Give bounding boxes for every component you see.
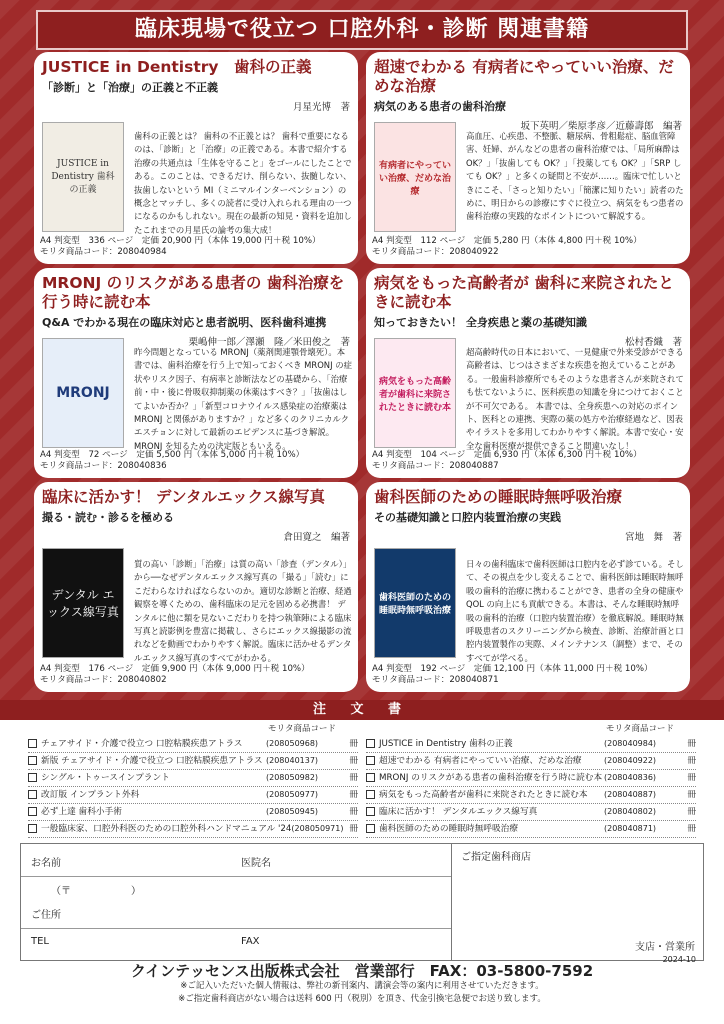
order-item-unit: 冊 xyxy=(349,790,358,800)
order-row[interactable] xyxy=(366,787,696,804)
order-checkbox[interactable] xyxy=(366,807,375,816)
book-description: 日々の歯科臨床で歯科医師は口腔内を必ず診ている。そして、その視点を少し変えることで、歯科医師は睡眠時無呼吸の歯科的治療に携わることができ、患者の全身の健康や QOL の向上にも貢献できる。本書は、そんな睡眠時無呼吸の歯科的治療（口腔内装置治療）を徹底解説。睡眠時無呼吸患者のスクリーニングから検査、診断、治療計画と口腔内装置製作の実際、メインテナンス（調整）まで、そのすべてが学べる。 xyxy=(466,559,684,663)
book-spec: A4 判変型 192 ページ 定価 12,100 円（本体 11,000 円＋税 10%） xyxy=(372,664,653,674)
code-header-right: モリタ商品コード xyxy=(606,724,675,734)
notes xyxy=(0,980,724,1006)
book-description: 歯科の正義とは？ 歯科の不正義とは？ 歯科で重要になるのは、「診断」と「治療」の正義である。本書で紹介する治療の共通点は「生体を守ること」をゴールにしたことである。このことは、できるだけ、削らない、抜髄しない、抜歯しないという MI（ミニマルインターベンション）の概念とマッチし、多くの読者に受け入れられる理由の一つになるのかもしれない。現在の最新の知見・資料を追加したこれまでの月星氏の論考の集大成！ xyxy=(134,131,352,235)
address-label: ご住所 xyxy=(31,910,61,921)
book-cover xyxy=(42,338,124,448)
order-item-code: (208040137) xyxy=(266,756,319,765)
order-item-name: 必ず上達 歯科小手術 xyxy=(41,807,122,817)
book-card-5 xyxy=(34,482,358,692)
cover-text: 病気をもった高齢者が歯科に来院されたときに読む本 xyxy=(379,376,452,413)
name-label: お名前 xyxy=(31,858,61,869)
book-subtitle: 撮る・読む・診るを極める xyxy=(42,511,174,524)
order-row[interactable] xyxy=(366,804,696,821)
order-row[interactable] xyxy=(28,787,358,804)
order-item-code: (208050977) xyxy=(266,790,319,799)
order-item-unit: 冊 xyxy=(349,807,358,817)
book-meta xyxy=(372,236,642,258)
order-item-code: (208050945) xyxy=(266,807,319,816)
order-row[interactable] xyxy=(28,804,358,821)
order-item-code: (208040802) xyxy=(604,807,657,816)
note-shipping: ※ご指定歯科商店がない場合は送料 600 円（税別）を頂き、代金引換宅急便でお送り致します。 xyxy=(178,994,546,1004)
book-meta xyxy=(372,450,642,472)
book-spec: A4 判変型 336 ページ 定価 20,900 円（本体 19,000 円＋税 10%） xyxy=(40,236,321,246)
book-meta xyxy=(372,664,653,686)
order-item-unit: 冊 xyxy=(349,824,358,834)
book-title: 超速でわかる 有病者にやっていい治療、だめな治療 xyxy=(374,58,674,95)
book-code: モリタ商品コード：208040887 xyxy=(372,461,499,471)
book-author: 松村香織 著 xyxy=(624,337,682,348)
book-card-3 xyxy=(34,268,358,478)
book-meta xyxy=(40,236,321,258)
book-code: モリタ商品コード：208040871 xyxy=(372,675,499,685)
order-checkbox[interactable] xyxy=(28,790,37,799)
order-row[interactable] xyxy=(28,770,358,787)
order-checkbox[interactable] xyxy=(28,739,37,748)
book-code: モリタ商品コード：208040836 xyxy=(40,461,167,471)
order-item-code: (208040887) xyxy=(604,790,657,799)
order-checkbox[interactable] xyxy=(366,790,375,799)
order-row[interactable] xyxy=(28,821,358,838)
order-checkbox[interactable] xyxy=(28,824,37,833)
book-spec: A4 判変型 72 ページ 定価 5,500 円（本体 5,000 円＋税 10%） xyxy=(40,450,305,460)
cover-text: JUSTICE in Dentistry 歯科の正義 xyxy=(51,159,115,195)
book-description: 超高齢時代の日本において、一見健康で外来受診ができる高齢者は、じつはさまざまな疾患を抱えていることがある。一般歯科診療所でもそのような患者さんが来院されても怯てないように、医科疾患の知識を身につけておくことが不可欠である。 本書では、全身疾患への対応のポイント、医科との連携、実際の薬の処方や治療経過など、図表やイラストを多用してわかりやすく解説。本書で安心・安全な歯科医療が提供できること間違いなし！ xyxy=(466,347,684,451)
dealer-label: ご指定歯科商店 xyxy=(461,852,531,863)
book-description: 昨今問題となっている MRONJ（薬剤関連顎骨壊死）。本書では、歯科治療を行う上で知っておくべき MRONJ の症状やリスク因子、有病率と診断法などの基礎から、「治療前・中・後に骨吸収抑制薬の休薬はすべき？」「抜歯はしてよいか否か？」「新型コロナウイルス感染症の治療薬は MRONJ と関係がありますか？」など多くのクリニカルクエスチョンに対して最新のエビデンスに基づき解説。MRONJ を知るための決定版ともいえる。 xyxy=(134,347,352,451)
book-card-6 xyxy=(366,482,690,692)
book-subtitle: 病気のある患者の歯科治療 xyxy=(374,100,506,113)
order-item-name: シングル・トゥースインプラント xyxy=(41,773,170,783)
customer-form xyxy=(20,843,704,961)
postal-field[interactable]: （〒 ） xyxy=(51,886,141,897)
book-author: 宮地 舞 著 xyxy=(624,532,682,543)
order-item-unit: 冊 xyxy=(349,739,358,749)
branch-label: 支店・営業所 xyxy=(635,942,695,953)
book-title: 歯科医師のための睡眠時無呼吸治療 xyxy=(374,488,623,506)
book-cover xyxy=(374,338,456,448)
order-item-name: チェアサイド・介護で役立つ 口腔粘膜疾患アトラス xyxy=(41,739,243,749)
order-item-unit: 冊 xyxy=(687,756,696,766)
order-item-code: (208040922) xyxy=(604,756,657,765)
order-item-unit: 冊 xyxy=(687,739,696,749)
order-checkbox[interactable] xyxy=(28,773,37,782)
order-form-title: 注 文 書 xyxy=(0,700,724,720)
book-card-4 xyxy=(366,268,690,478)
order-item-unit: 冊 xyxy=(349,773,358,783)
book-title: 臨床に活かす！ デンタルエックス線写真 xyxy=(42,488,326,506)
book-subtitle: その基礎知識と口腔内装置治療の実践 xyxy=(374,511,561,524)
order-item-unit: 冊 xyxy=(349,756,358,766)
book-spec: A4 判変型 104 ページ 定価 6,930 円（本体 6,300 円＋税 10%） xyxy=(372,450,642,460)
book-cover xyxy=(374,122,456,232)
book-spec: A4 判変型 176 ページ 定価 9,900 円（本体 9,000 円＋税 10%） xyxy=(40,664,310,674)
order-item-code: (208050971) xyxy=(291,824,344,833)
order-checkbox[interactable] xyxy=(28,756,37,765)
order-checkbox[interactable] xyxy=(366,756,375,765)
order-item-code: (208040871) xyxy=(604,824,657,833)
order-item-unit: 冊 xyxy=(687,807,696,817)
order-item-name: MRONJ のリスクがある患者の歯科治療を行う時に読む本 xyxy=(379,773,603,783)
order-item-unit: 冊 xyxy=(687,773,696,783)
order-checkbox[interactable] xyxy=(28,807,37,816)
order-item-code: (208050982) xyxy=(266,773,319,782)
order-item-name: 歯科医師のための睡眠時無呼吸治療 xyxy=(379,824,518,834)
order-row[interactable] xyxy=(28,753,358,770)
order-item-name: 臨床に活かす！ デンタルエックス線写真 xyxy=(379,807,538,817)
order-row[interactable] xyxy=(366,821,696,838)
book-meta xyxy=(40,664,310,686)
cover-text: デンタル エックス線写真 xyxy=(47,588,119,619)
order-item-unit: 冊 xyxy=(687,824,696,834)
divider xyxy=(451,844,452,960)
order-checkbox[interactable] xyxy=(366,773,375,782)
order-checkbox[interactable] xyxy=(366,824,375,833)
cover-text: 有病者にやっていい治療、だめな治療 xyxy=(379,160,452,197)
order-item-code: (208040984) xyxy=(604,739,657,748)
book-description: 質の高い「診断」「治療」は質の高い「診査（デンタル）」から──なぜデンタルエックス線写真の「撮る」「読む」にこだわらなければならないのか。適切な診断と治療、経過観察を導くための、歯科臨床の足元を固める必携書！ デンタルに他に類を見ないこだわりを持つ執筆陣による臨床写真と読影例を豊富に掲載し、さらにエックス線撮影の流れなどを動画でわかりやすく解説。臨床に活かせるデンタルエックス線写真のすべてがわかる。 xyxy=(134,559,352,663)
order-row[interactable] xyxy=(366,736,696,753)
issue-date: 2024-10 xyxy=(662,955,696,964)
book-code: モリタ商品コード：208040922 xyxy=(372,247,499,257)
cover-text: 歯科医師のための睡眠時無呼吸治療 xyxy=(379,593,452,616)
page-banner: 臨床現場で役立つ 口腔外科・診断 関連書籍 xyxy=(36,10,688,50)
order-item-code: (208040836) xyxy=(604,773,657,782)
order-row[interactable] xyxy=(28,736,358,753)
book-title: JUSTICE in Dentistry 歯科の正義 xyxy=(42,58,312,76)
book-code: モリタ商品コード：208040984 xyxy=(40,247,167,257)
note-privacy: ※ご記入いただいた個人情報は、弊社の新刊案内、講演会等の案内に利用させていただきます。 xyxy=(180,981,544,991)
order-item-name: 新版 チェアサイド・介護で役立つ 口腔粘膜疾患アトラス xyxy=(41,756,263,766)
book-title: 病気をもった高齢者が 歯科に来院されたときに読む本 xyxy=(374,274,674,311)
book-cover xyxy=(374,548,456,658)
code-header-left: モリタ商品コード xyxy=(268,724,337,734)
fax-label: FAX xyxy=(241,936,260,947)
book-card-1 xyxy=(34,52,358,264)
order-item-unit: 冊 xyxy=(687,790,696,800)
publisher-line: クインテッセンス出版株式会社 営業部行 FAX：03-5800-7592 xyxy=(130,962,594,980)
book-author: 坂下英明／柴原孝彦／近藤壽郎 編著 xyxy=(520,121,682,132)
book-cover xyxy=(42,122,124,232)
book-card-2 xyxy=(366,52,690,264)
order-item-name: JUSTICE in Dentistry 歯科の正義 xyxy=(379,739,513,749)
book-subtitle: 「診断」と「治療」の正義と不正義 xyxy=(42,81,218,94)
book-author: 栗嶋伸一郎／澤瀬 隆／米田俊之 著 xyxy=(188,337,350,348)
book-subtitle: 知っておきたい！ 全身疾患と薬の基礎知識 xyxy=(374,316,587,329)
book-meta xyxy=(40,450,304,472)
book-description: 高血圧、心疾患、不整脈、糖尿病、骨粗鬆症、脳血管障害、妊婦、がんなどの患者の歯科治療では、「局所麻酔は OK？」「抜歯しても OK？」「投薬しても OK？」「SRP しても OK？」と多くの疑問と不安が……。臨床で忙しいときにこそ、「さっと知りたい」「簡潔に知りたい」読者のために、明日からの診療にすぐに役立つ、病気をもつ患者の歯科治療の実践的なポイントについて解説する。 xyxy=(466,131,684,222)
book-spec: A4 判変型 112 ページ 定価 5,280 円（本体 4,800 円＋税 10%） xyxy=(372,236,642,246)
order-checkbox[interactable] xyxy=(366,739,375,748)
order-item-name: 病気をもった高齢者が歯科に来院されたときに読む本 xyxy=(379,790,588,800)
hospital-label: 医院名 xyxy=(241,858,271,869)
cover-text: MRONJ xyxy=(56,385,110,401)
order-item-code: (208050968) xyxy=(266,739,319,748)
order-row[interactable] xyxy=(366,770,696,787)
order-item-name: 超速でわかる 有病者にやっていい治療、だめな治療 xyxy=(379,756,582,766)
book-cover xyxy=(42,548,124,658)
tel-label: TEL xyxy=(31,936,49,947)
book-title: MRONJ のリスクがある患者の 歯科治療を行う時に読む本 xyxy=(42,274,345,311)
divider xyxy=(21,928,451,929)
book-author: 倉田寛之 編著 xyxy=(283,532,350,543)
book-author: 月星光博 著 xyxy=(292,102,350,113)
order-item-name: 一般臨床家、口腔外科医のための口腔外科ハンドマニュアル '24 xyxy=(41,824,292,834)
book-code: モリタ商品コード：208040802 xyxy=(40,675,167,685)
order-item-name: 改訂版 インプラント外科 xyxy=(41,790,140,800)
divider xyxy=(21,876,451,877)
book-subtitle: Q&A でわかる現在の臨床対応と患者説明、医科歯科連携 xyxy=(42,316,327,329)
order-row[interactable] xyxy=(366,753,696,770)
